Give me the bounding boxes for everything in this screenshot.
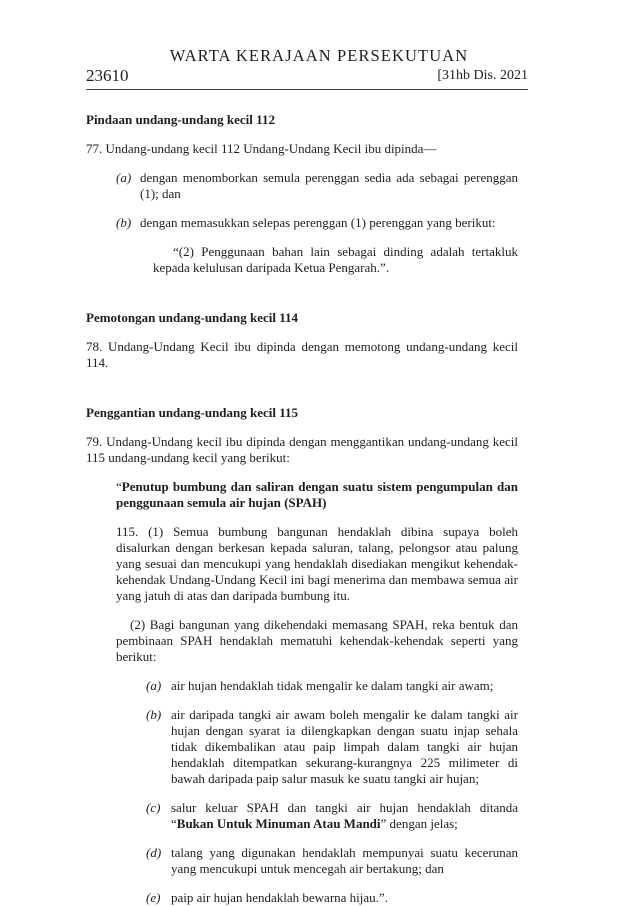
section-paragraph: 77. Undang-undang kecil 112 Undang-Undang Kecil ibu dipinda—: [86, 141, 437, 156]
section-heading: Pindaan undang-undang kecil 112: [86, 112, 275, 127]
item-mark: (e): [146, 890, 161, 905]
item-text-part: salur keluar SPAH dan tangki air hujan hendaklah ditanda “: [171, 800, 518, 831]
page-body: [86, 112, 518, 906]
item-text-part: ” dengan jelas;: [380, 816, 458, 831]
clause-paragraph: (2) Bagi bangunan yang dikehendaki memasang SPAH, reka bentuk dan pembinaan SPAH hendaklah mematuhi kehendak-kehendak seperti yang berikut:: [116, 617, 518, 664]
section-paragraph: 79. Undang-Undang kecil ibu dipinda dengan menggantikan undang-undang kecil 115 undang-undang kecil yang berikut:: [86, 434, 518, 465]
page-number: 23610: [86, 66, 129, 85]
header-rule: [86, 89, 528, 90]
substituted-heading: [116, 479, 518, 511]
section-paragraph: 78. Undang-Undang Kecil ibu dipinda dengan memotong undang-undang kecil 114.: [86, 339, 518, 370]
warning-label: Bukan Untuk Minuman Atau Mandi: [176, 816, 381, 831]
list-item: [146, 678, 518, 694]
item-text: dengan memasukkan selepas perenggan (1) perenggan yang berikut:: [140, 215, 496, 230]
list-item: [146, 845, 518, 877]
list-item: [116, 170, 518, 202]
item-mark: (c): [146, 800, 161, 815]
item-mark: (a): [146, 678, 162, 693]
item-text: air daripada tangki air awam boleh mengalir ke dalam tangki air hujan dengan syarat ia dilengkapkan dengan suatu injap sehala tidak dikembalikan atau paip limpah dalam tangki air hujan hendaklah ditempatkan sekurang-kurangnya 225 milimeter di bawah daripada paip salur masuk ke suatu tangki air hujan;: [171, 707, 518, 786]
item-text: dengan menomborkan semula perenggan sedia ada sebagai perenggan (1); dan: [140, 170, 518, 201]
page-date: [31hb Dis. 2021: [437, 68, 528, 83]
list-item: [146, 707, 518, 787]
section-heading: Penggantian undang-undang kecil 115: [86, 405, 299, 420]
item-mark: (b): [146, 707, 162, 722]
open-quote: “: [116, 479, 122, 494]
section-heading: Pemotongan undang-undang kecil 114: [86, 310, 299, 325]
list-item: [116, 215, 518, 231]
item-text: paip air hujan hendaklah bewarna hijau.”.: [171, 890, 388, 905]
item-text: air hujan hendaklah tidak mengalir ke dalam tangki air awam;: [171, 678, 494, 693]
item-mark: (a): [116, 170, 132, 185]
item-text: talang yang digunakan hendaklah mempunyai suatu kecerunan yang mencukupi untuk mencegah air bertakung; dan: [171, 845, 518, 876]
list-item: [146, 890, 518, 906]
item-text: [171, 800, 518, 832]
header-title: WARTA KERAJAAN PERSEKUTUAN: [169, 46, 469, 65]
item-mark: (d): [146, 845, 162, 860]
inserted-provision: “(2) Penggunaan bahan lain sebagai dinding adalah tertakluk kepada kelulusan daripada Ketua Pengarah.”.: [153, 244, 518, 275]
list-item: [146, 800, 518, 832]
clause-paragraph: 115. (1) Semua bumbung bangunan hendaklah dibina supaya boleh disalurkan dengan berkesan kepada saluran, talang, pelongsor atau palung yang sesuai dan mencukupi yang hendaklah disediakan mengikut kehendak-kehendak Undang-Undang Kecil ini bagi menerima dan membawa semua air yang jatuh di atas dan daripada bumbung itu.: [116, 524, 518, 603]
item-mark: (b): [116, 215, 132, 230]
substituted-heading-text: Penutup bumbung dan saliran dengan suatu sistem pengumpulan dan penggunaan semula air hujan (SPAH): [116, 479, 518, 510]
